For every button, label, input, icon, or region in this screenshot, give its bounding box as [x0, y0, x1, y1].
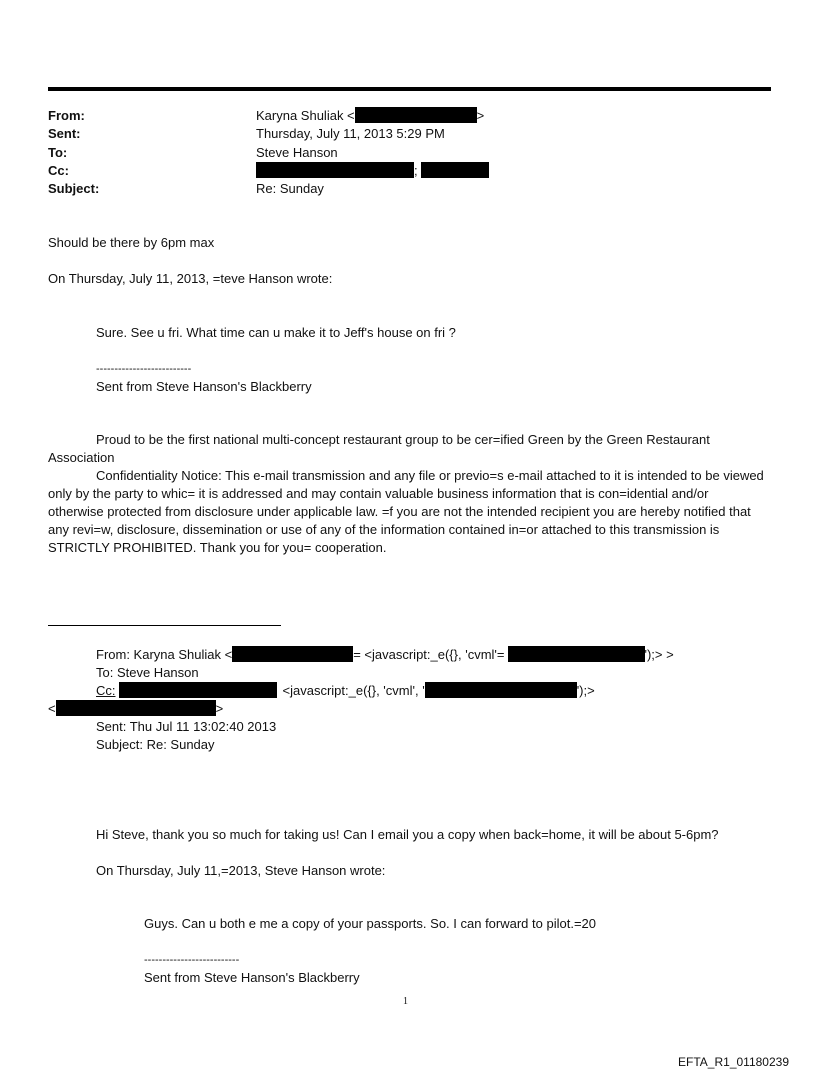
page-number: 1 — [403, 996, 408, 1007]
from-close: > — [476, 108, 485, 123]
header-rule — [48, 87, 771, 91]
cc-separator: ; — [414, 163, 418, 178]
quoted-subject-line: Subject: Re: Sunday — [96, 737, 215, 752]
from-value — [256, 107, 484, 125]
redaction-box — [232, 646, 353, 662]
reply-line: Should be there by 6pm max — [48, 235, 215, 250]
lt-symbol: < — [48, 701, 56, 716]
from-label: From: — [48, 108, 85, 123]
nested-quote: Guys. Can u both e me a copy of your passports. So. I can forward to pilot.=20 — [144, 916, 596, 931]
quoted-from-line — [96, 646, 674, 664]
quoted-intro: On Thursday, July 11,=2013, Steve Hanson wrote: — [96, 863, 386, 878]
redaction-box — [119, 682, 277, 698]
redaction-box — [425, 682, 577, 698]
to-value: Steve Hanson — [256, 145, 338, 160]
quoted-cc-continuation — [48, 700, 223, 718]
cc-label: Cc: — [48, 163, 69, 178]
signature: Sent from Steve Hanson's Blackberry — [96, 379, 312, 394]
sent-value: Thursday, July 11, 2013 5:29 PM — [256, 126, 445, 141]
quoted-cc-end: ');> — [576, 683, 595, 698]
green-statement: Proud to be the first national multi-concept restaurant group to be cer=ified Green by the Green Restaurant Association — [48, 432, 710, 465]
gt-symbol: > — [215, 701, 224, 716]
confidentiality-notice: Confidentiality Notice: This e-mail transmission and any file or previo=s e-mail attached to it is intended to be viewed only by the party to whic= it is addressed and may contain valuable business information that is con=idential and/or otherwise protected from disclosure under applicable law. =f you are not the intended recipient you are hereby notified that any revi=w, disclosure, dissemination or use of any of the information contained in=or attached to this transmission is STRICTLY PROHIBITED. Thank you for you= cooperation. — [48, 468, 764, 555]
redaction-box — [421, 162, 489, 178]
signature-dashes: -------------------------- — [96, 363, 192, 375]
quoted-cc-line — [96, 682, 595, 700]
quoted-message: Hi Steve, thank you so much for taking us! Can I email you a copy when back=home, it will be about 5-6pm? — [96, 827, 719, 842]
redaction-box — [256, 162, 414, 178]
redaction-box — [56, 700, 216, 716]
quoted-to-line: To: Steve Hanson — [96, 665, 199, 680]
subject-value: Re: Sunday — [256, 181, 324, 196]
quote-intro: On Thursday, July 11, 2013, =teve Hanson wrote: — [48, 271, 333, 286]
quoted-cc-prefix: Cc: — [96, 683, 116, 698]
bates-number: EFTA_R1_01180239 — [678, 1055, 789, 1069]
signature: Sent from Steve Hanson's Blackberry — [144, 970, 360, 985]
redaction-box — [508, 646, 645, 662]
from-name: Karyna Shuliak < — [256, 108, 355, 123]
quoted-sent-line: Sent: Thu Jul 11 13:02:40 2013 — [96, 719, 277, 734]
quoted-from-prefix: From: Karyna Shuliak < — [96, 647, 233, 662]
subject-label: Subject: — [48, 181, 100, 196]
signature-dashes: -------------------------- — [144, 954, 240, 966]
quoted-reply: Sure. See u fri. What time can u make it to Jeff's house on fri ? — [96, 325, 456, 340]
quoted-cc-mid: <javascript:_e({}, 'cvml', ' — [282, 683, 425, 698]
quoted-from-end: ');> > — [644, 647, 674, 662]
separator-line — [48, 625, 281, 626]
sent-label: Sent: — [48, 126, 81, 141]
quoted-from-mid: = <javascript:_e({}, 'cvml'= — [353, 647, 505, 662]
redaction-box — [355, 107, 477, 123]
to-label: To: — [48, 145, 68, 160]
